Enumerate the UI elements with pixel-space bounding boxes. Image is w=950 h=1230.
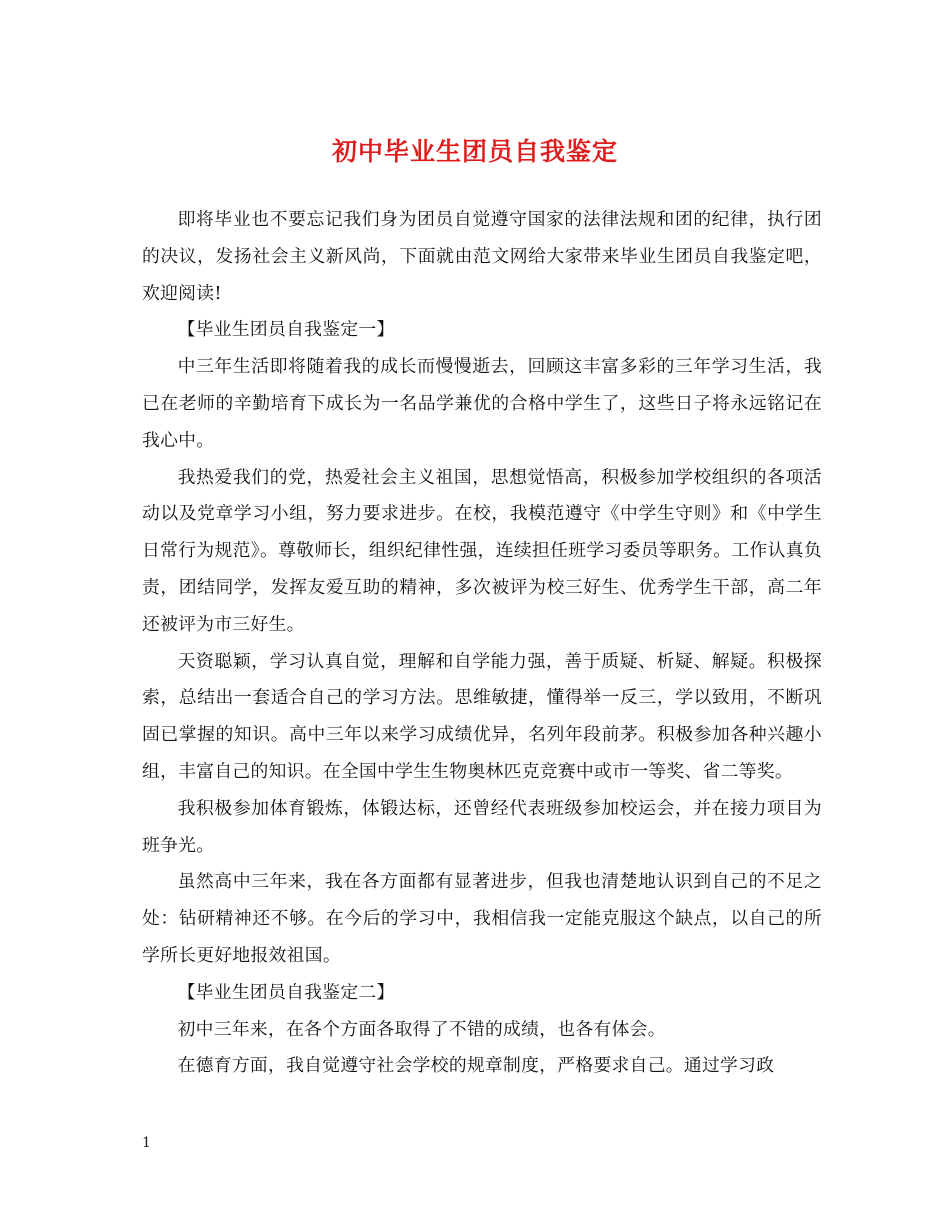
body-paragraph: 天资聪颖，学习认真自觉，理解和自学能力强，善于质疑、析疑、解疑。积极探索，总结出一套适合自己的学习方法。思维敏捷，懂得举一反三，学以致用，不断巩固已掌握的知识。高中三年以来学习成绩优异，名列年段前茅。积极参加各种兴趣小组，丰富自己的知识。在全国中学生生物奥林匹克竞赛中或市一等奖、省二等奖。 [142, 650, 822, 782]
body-paragraph: 中三年生活即将随着我的成长而慢慢逝去，回顾这丰富多彩的三年学习生活，我已在老师的辛勤培育下成长为一名品学兼优的合格中学生了，这些日子将永远铭记在我心中。 [142, 356, 822, 451]
page-number: 1 [142, 1135, 151, 1151]
document-body [142, 202, 822, 1085]
body-paragraph: 我积极参加体育锻炼，体锻达标，还曾经代表班级参加校运会，并在接力项目为班争光。 [142, 797, 822, 856]
body-paragraph: 在德育方面，我自觉遵守社会学校的规章制度，严格要求自己。通过学习政 [177, 1055, 775, 1077]
body-paragraph: 虽然高中三年来，我在各方面都有显著进步，但我也清楚地认识到自己的不足之处：钻研精神还不够。在今后的学习中，我相信我一定能克服这个缺点，以自己的所学所长更好地报效祖国。 [142, 871, 822, 966]
section-heading-one: 【毕业生团员自我鉴定一】 [177, 319, 395, 341]
body-paragraph: 我热爱我们的党，热爱社会主义祖国，思想觉悟高，积极参加学校组织的各项活动以及党章学习小组，努力要求进步。在校，我模范遵守《中学生守则》和《中学生日常行为规范》。尊敬师长，组织纪律性强，连续担任班学习委员等职务。工作认真负责，团结同学，发挥友爱互助的精神，多次被评为校三好生、优秀学生干部，高二年还被评为市三好生。 [142, 466, 822, 635]
body-paragraph: 初中三年来，在各个方面各取得了不错的成绩，也各有体会。 [177, 1018, 666, 1040]
document-title: 初中毕业生团员自我鉴定 [331, 137, 618, 166]
intro-paragraph: 即将毕业也不要忘记我们身为团员自觉遵守国家的法律法规和团的纪律，执行团的决议，发扬社会主义新风尚，下面就由范文网给大家带来毕业生团员自我鉴定吧，欢迎阅读! [142, 209, 822, 304]
section-heading-two: 【毕业生团员自我鉴定二】 [177, 981, 395, 1003]
